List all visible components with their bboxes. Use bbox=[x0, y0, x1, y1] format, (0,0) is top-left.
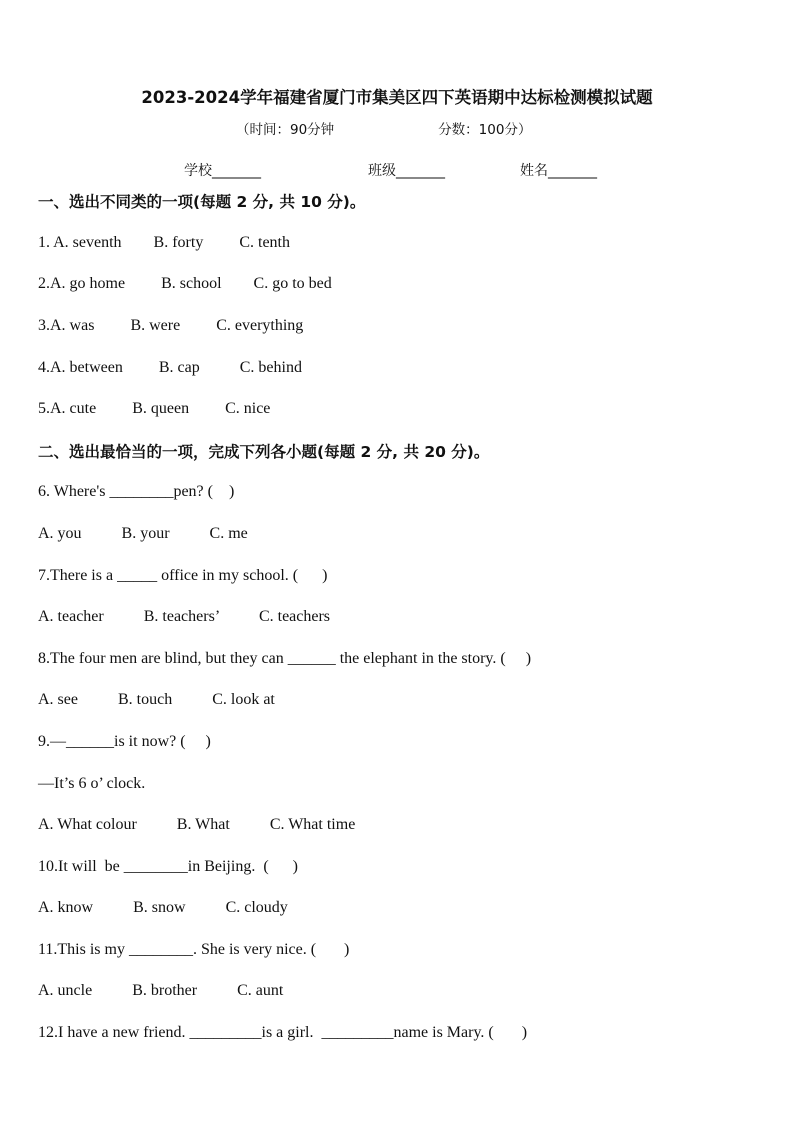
class-field: 班级_______ bbox=[368, 163, 445, 179]
section2-heading: 二、选出最恰当的一项，完成下列各小题(每题 2 分, 共 20 分)。 bbox=[38, 443, 490, 461]
question-10-options: A. know B. snow C. cloudy bbox=[38, 899, 288, 916]
name-field: 姓名_______ bbox=[520, 163, 597, 179]
question-1: 1. A. seventh B. forty C. tenth bbox=[38, 234, 290, 251]
question-6: 6. Where's ________pen? ( ) bbox=[38, 483, 235, 500]
question-8: 8.The four men are blind, but they can ______ the elephant in the story. ( ) bbox=[38, 650, 532, 667]
question-4: 4.A. between B. cap C. behind bbox=[38, 359, 302, 376]
total-score: 分数：100分） bbox=[438, 122, 532, 138]
question-11: 11.This is my ________. She is very nice. ( ) bbox=[38, 941, 350, 958]
question-7-options: A. teacher B. teachers’ C. teachers bbox=[38, 608, 331, 625]
exam-title: 2023-2024学年福建省厦门市集美区四下英语期中达标检测模拟试题 bbox=[141, 88, 653, 107]
question-12: 12.I have a new friend. _________is a girl. _________name is Mary. ( ) bbox=[38, 1024, 528, 1041]
question-6-options: A. you B. your C. me bbox=[38, 525, 248, 542]
exam-subtitle bbox=[236, 118, 531, 138]
question-3: 3.A. was B. were C. everything bbox=[38, 317, 304, 334]
question-8-options: A. see B. touch C. look at bbox=[38, 691, 275, 708]
question-7: 7.There is a _____ office in my school. ( ) bbox=[38, 567, 328, 584]
question-10: 10.It will be ________in Beijing. ( ) bbox=[38, 858, 298, 875]
question-11-options: A. uncle B. brother C. aunt bbox=[38, 982, 284, 999]
question-2: 2.A. go home B. school C. go to bed bbox=[38, 275, 332, 292]
time-limit: （时间：90分钟 bbox=[236, 122, 335, 138]
question-5: 5.A. cute B. queen C. nice bbox=[38, 400, 271, 417]
question-9-options: A. What colour B. What C. What time bbox=[38, 816, 356, 833]
school-field: 学校_______ bbox=[184, 163, 261, 179]
question-9: 9.—______is it now? ( ) bbox=[38, 733, 211, 750]
question-9-answer: —It’s 6 o’ clock. bbox=[38, 775, 146, 792]
section1-heading: 一、选出不同类的一项(每题 2 分, 共 10 分)。 bbox=[38, 193, 366, 211]
